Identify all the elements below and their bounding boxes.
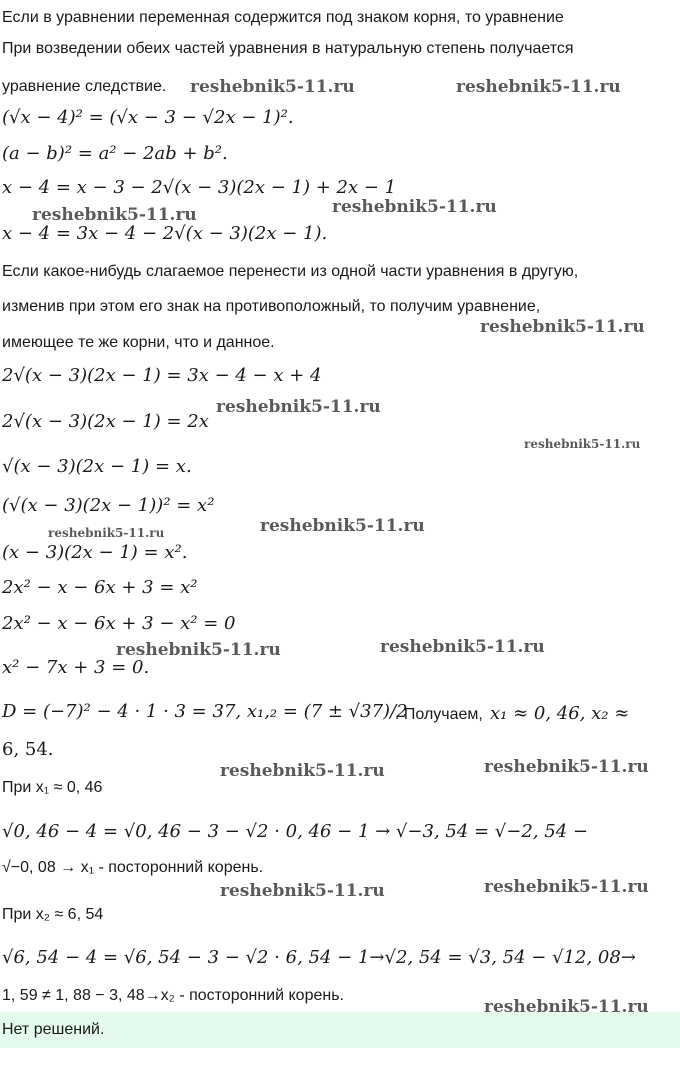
equation-14: √0, 46 − 4 = √0, 46 − 3 − √2 · 0, 46 − 1 → √−3, 54 = √−2, 54 − — [2, 821, 588, 842]
equation-11: 2x² − x − 6x + 3 − x² = 0 — [2, 613, 236, 634]
watermark: reshebnik5-11.ru — [484, 757, 649, 777]
watermark: reshebnik5-11.ru — [456, 77, 621, 97]
watermark: reshebnik5-11.ru — [220, 761, 385, 781]
answer-box — [0, 1012, 680, 1048]
equation-6: 2√(x − 3)(2x − 1) = 2x — [2, 411, 209, 432]
watermark: reshebnik5-11.ru — [524, 437, 641, 451]
equation-9: (x − 3)(2x − 1) = x². — [2, 542, 188, 563]
paragraph-2: При возведении обеих частей уравнения в натуральную степень получается — [2, 40, 574, 57]
roots-tail: 6, 54. — [2, 739, 54, 760]
equation-4: x − 4 = 3x − 4 − 2√(x − 3)(2x − 1). — [2, 223, 328, 244]
equation-1: (√x − 4)² = (√x − 3 − √2x − 1)². — [2, 107, 294, 128]
paragraph-6: имеющее те же корни, что и данное. — [2, 334, 275, 351]
roots-prefix: . Получаем, — [395, 706, 483, 723]
paragraph-x1: При x₁ ≈ 0, 46 — [2, 779, 103, 796]
watermark: reshebnik5-11.ru — [480, 317, 645, 337]
paragraph-5: изменив при этом его знак на противоположный, то получим уравнение, — [2, 298, 541, 315]
paragraph-x1-tail: √−0, 08 → x₁ - посторонний корень. — [2, 859, 264, 876]
paragraph-3: уравнение следствие. — [2, 78, 167, 95]
watermark: reshebnik5-11.ru — [32, 205, 197, 225]
equation-7: √(x − 3)(2x − 1) = x. — [2, 456, 192, 477]
watermark: reshebnik5-11.ru — [484, 877, 649, 897]
paragraph-1: Если в уравнении переменная содержится под знаком корня, то уравнение — [2, 9, 564, 26]
equation-5: 2√(x − 3)(2x − 1) = 3x − 4 − x + 4 — [2, 365, 322, 386]
equation-13-tail: x₁ ≈ 0, 46, x₂ ≈ — [490, 703, 630, 724]
answer-text: Нет решений. — [2, 1021, 105, 1038]
watermark: reshebnik5-11.ru — [190, 77, 355, 97]
watermark: reshebnik5-11.ru — [484, 997, 649, 1017]
equation-15: √6, 54 − 4 = √6, 54 − 3 − √2 · 6, 54 − 1→√2, 54 = √3, 54 − √12, 08→ — [2, 947, 636, 968]
watermark: reshebnik5-11.ru — [48, 526, 165, 540]
paragraph-4: Если какое-нибудь слагаемое перенести из одной части уравнения в другую, — [2, 263, 579, 280]
watermark: reshebnik5-11.ru — [220, 881, 385, 901]
watermark: reshebnik5-11.ru — [260, 516, 425, 536]
equation-12: x² − 7x + 3 = 0. — [2, 657, 150, 678]
equation-8: (√(x − 3)(2x − 1))² = x² — [2, 495, 215, 516]
watermark: reshebnik5-11.ru — [116, 640, 281, 660]
watermark: reshebnik5-11.ru — [216, 397, 381, 417]
equation-13: D = (−7)² − 4 · 1 · 3 = 37, x₁,₂ = (7 ± √37)/2 — [2, 701, 408, 722]
equation-10: 2x² − x − 6x + 3 = x² — [2, 577, 198, 598]
watermark: reshebnik5-11.ru — [380, 637, 545, 657]
paragraph-x2-tail: 1, 59 ≠ 1, 88 − 3, 48→x₂ - посторонний корень. — [2, 987, 344, 1004]
equation-2: (a − b)² = a² − 2ab + b². — [2, 143, 228, 164]
equation-3: x − 4 = x − 3 − 2√(x − 3)(2x − 1) + 2x − 1 — [2, 177, 397, 198]
watermark: reshebnik5-11.ru — [332, 197, 497, 217]
paragraph-x2: При x₂ ≈ 6, 54 — [2, 906, 104, 923]
